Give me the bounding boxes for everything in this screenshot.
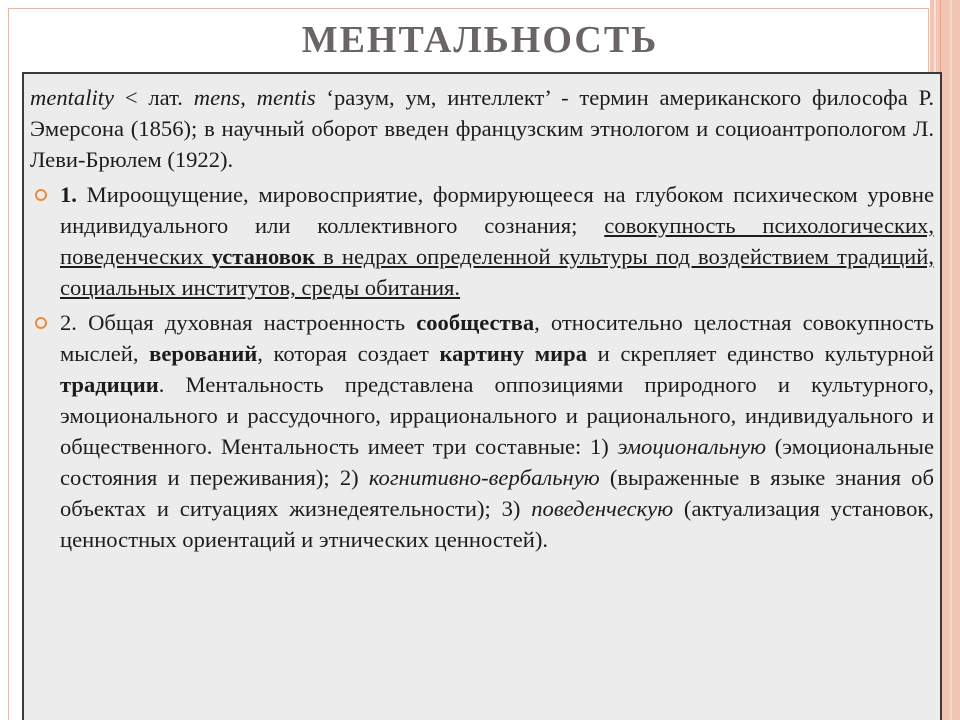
underlined-phrase: совокупность психологических, поведенческих установок в недрах определенной культуры под воздействием традиций, социальных институтов, среды обитания.: [60, 213, 934, 300]
definition-2: 2. Общая духовная настроенность сообщества, относительно целостная совокупность мыслей, верований, которая создает картину мира и скрепляет единство культурной традиции. Ментальность представлена оппозициями природного и культурного, эмоционального и рассудочного, иррационального и рационального, индивидуального и общественного. Ментальность имеет три составные: 1) эмоциональную (эмоциональные состояния и переживания); 2) когнитивно-вербальную (выраженные в языке знания об объектах и ситуациях жизнедеятельности); 3) поведенческую (актуализация установок, ценностных ориентаций и этнических ценностей).: [60, 310, 934, 552]
term-mentis: mentis: [256, 85, 316, 110]
term-mentality: mentality: [30, 85, 115, 110]
bullet-item-2: [30, 307, 934, 555]
content-text: [30, 82, 934, 718]
content-box: [22, 72, 942, 720]
intro-paragraph: mentality < лат. mens, mentis ‘разум, ум, интеллект’ - термин американского философа Р. Эмерсона (1856); в научный оборот введен французским этнологом и социоантропологом Л. Леви-Брюлем (1922).: [30, 85, 934, 172]
bullet-item-1: [30, 179, 934, 303]
bullet-circle-icon: [35, 189, 47, 201]
slide-title: МЕНТАЛЬНОСТЬ: [301, 19, 659, 61]
definition-1: 1. Мироощущение, мировосприятие, формирующееся на глубоком психическом уровне индивидуального или коллективного сознания; совокупность психологических, поведенческих установок в недрах определенной культуры под воздействием традиций, социальных институтов, среды обитания.: [60, 182, 934, 300]
term-mens: mens: [193, 85, 241, 110]
bullet-circle-icon: [35, 317, 47, 329]
